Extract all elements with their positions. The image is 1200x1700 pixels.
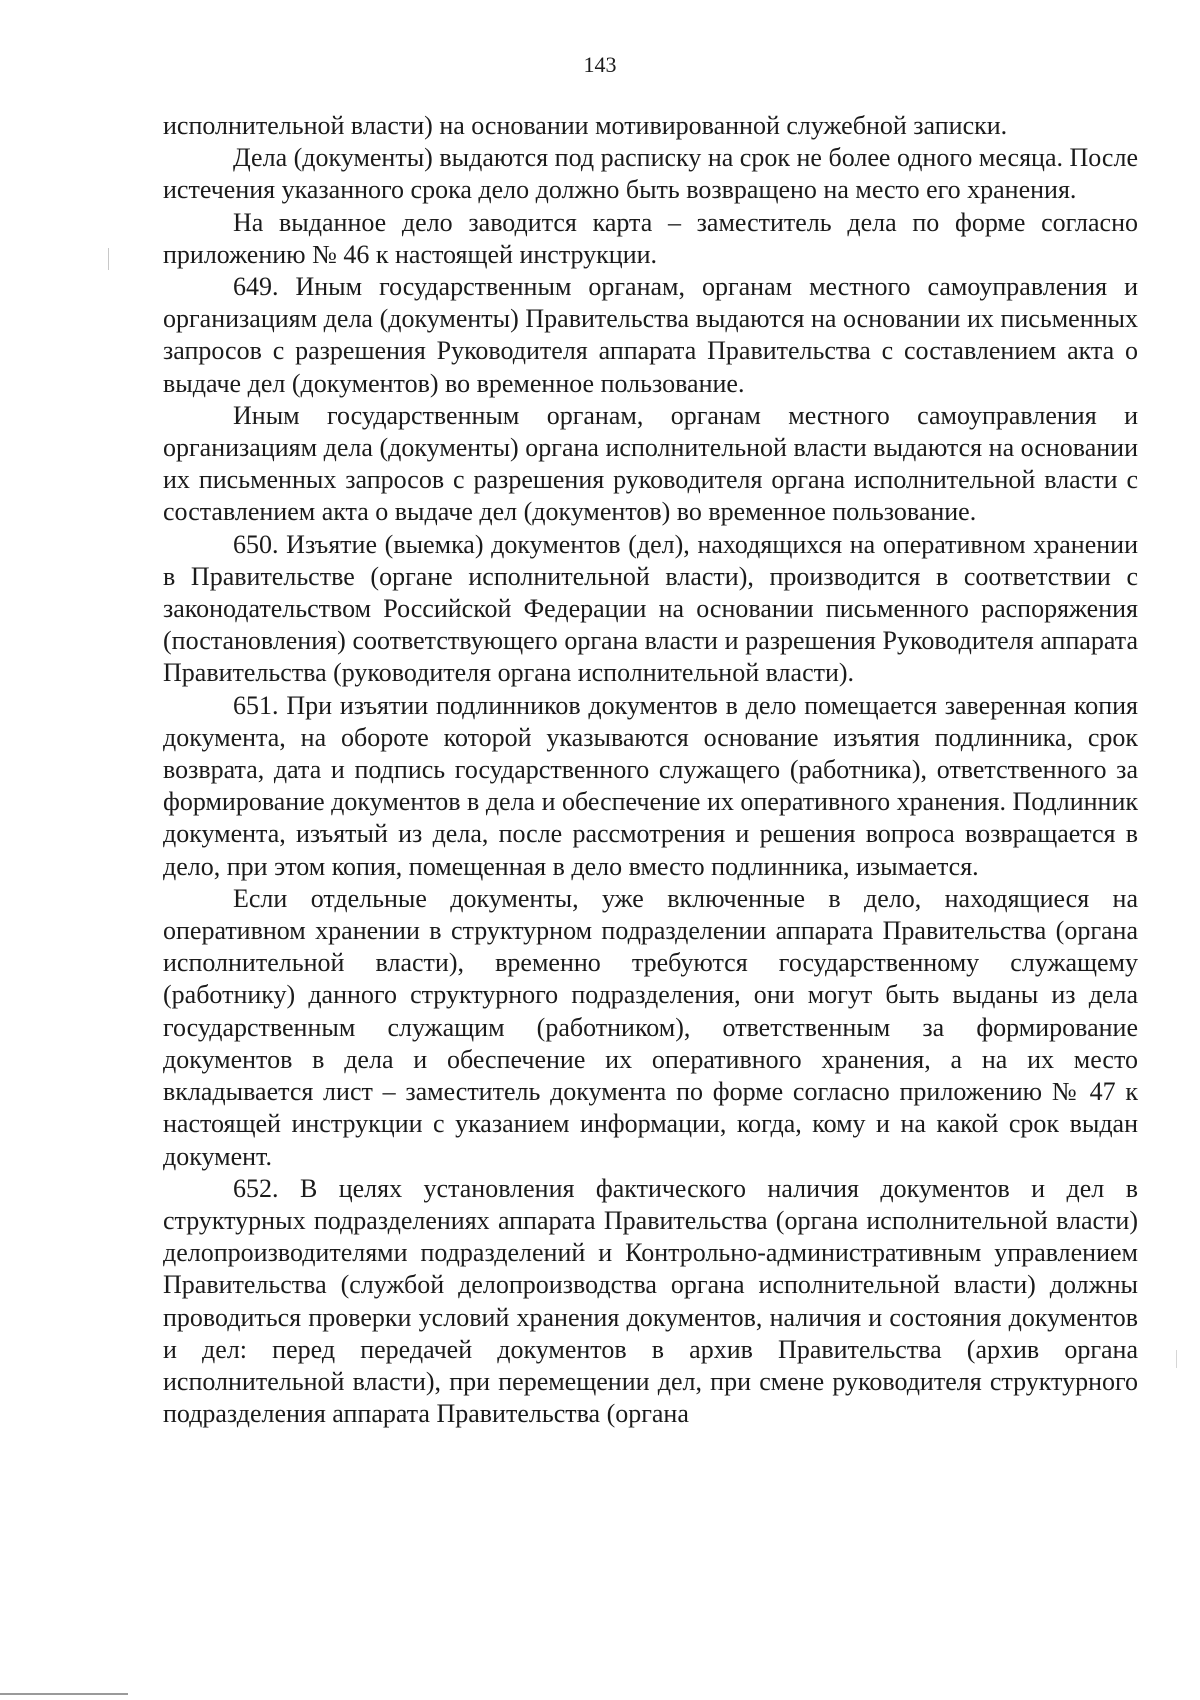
paragraph-650: 650. Изъятие (выемка) документов (дел), находящихся на оперативном хранении в Правительстве (органе исполнительной власти), производится в соответствии с законодательством Российской Федерации на основании письменного распоряжения (постановления) соответствующего органа власти и разрешения Руководителя аппарата Правительства (руководителя органа исполнительной власти). [163,529,1138,688]
paragraph-649-executive: Иным государственным органам, органам местного самоуправления и организациям дела (документы) органа исполнительной власти выдаются на основании их письменных запросов с разрешения руководителя органа исполнительной власти с составлением акта о выдаче дел (документов) во временное пользование. [163,400,1138,527]
paragraph-issue-terms: Дела (документы) выдаются под расписку на срок не более одного месяца. После истечения указанного срока дело должно быть возвращено на место его хранения. [163,143,1138,205]
paragraph-652: 652. В целях установления фактического наличия документов и дел в структурных подразделениях аппарата Правительства (органа исполнительной власти) делопроизводителями подразделений и Контрольно-административным управлением Правительства (службой делопроизводства органа исполнительной власти) должны проводиться проверки условий хранения документов, наличия и состояния документов и дел: перед передачей документов в архив Правительства (архив органа исполнительной власти), при перемещении дел, при смене руководителя структурного подразделения аппарата Правительства (органа [163,1173,1138,1429]
paragraph-649: 649. Иным государственным органам, органам местного самоуправления и организациям дела (документы) Правительства выдаются на основании их письменных запросов с разрешения Руководителя аппарата Правительства с составлением акта о выдаче дел (документов) во временное пользование. [163,272,1138,398]
paragraph-continuation: исполнительной власти) на основании мотивированной служебной записки. [163,111,1008,140]
page-number: 143 [583,52,617,77]
scan-artifact-bottom [0,1693,128,1695]
paragraph-substitute-card: На выданное дело заводится карта – заместитель дела по форме согласно приложению № 46 к настоящей инструкции. [163,207,1138,269]
scan-artifact-left [108,248,109,270]
paragraph-651-temporary-issue: Если отдельные документы, уже включенные в дело, находящиеся на оперативном хранении в структурном подразделении аппарата Правительства (органа исполнительной власти), временно требуются государственному служащему (работнику) данного структурного подразделения, они могут быть выданы из дела государственным служащим (работником), ответственным за формирование документов в дела и обеспечение их оперативного хранения, а на их место вкладывается лист – заместитель документа по форме согласно приложению № 47 к настоящей инструкции с указанием информации, когда, кому и на какой срок выдан документ. [163,883,1138,1171]
scan-artifact-right [1176,1350,1177,1368]
paragraph-651: 651. При изъятии подлинников документов в дело помещается заверенная копия документа, на обороте которой указываются основание изъятия подлинника, срок возврата, дата и подпись государственного служащего (работника), ответственного за формирование документов в дела и обеспечение их оперативного хранения. Подлинник документа, изъятый из дела, после рассмотрения и решения вопроса возвращается в дело, при этом копия, помещенная в дело вместо подлинника, изымается. [163,690,1138,881]
document-body [163,110,1138,1430]
